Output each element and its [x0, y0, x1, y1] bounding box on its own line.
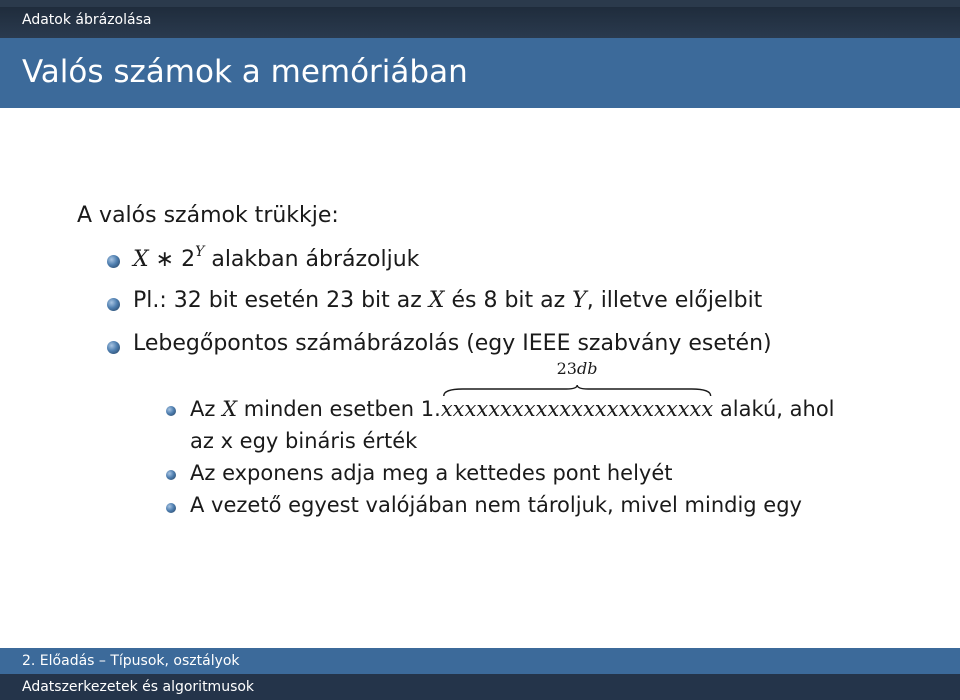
- overbrace-group: [440, 359, 714, 421]
- math-operator: ∗ 2: [148, 247, 196, 272]
- brace-label: [441, 359, 713, 378]
- footer-lecture-bar: [0, 648, 960, 674]
- bullet-item-3: Lebegőpontos számábrázolás (egy IEEE szabvány esetén): [133, 331, 772, 356]
- slide-content: [0, 108, 960, 648]
- math-x: X: [222, 397, 238, 421]
- bullet-2-pre: Pl.: 32 bit esetén 23 bit az: [133, 288, 429, 313]
- sub-1-post: alakú, ahol: [713, 397, 835, 421]
- math-y: Y: [572, 288, 587, 313]
- math-x: X: [133, 247, 149, 272]
- intro-text: A valós számok trükkje:: [77, 203, 339, 228]
- sub-bullet-icon: [166, 406, 176, 416]
- footer-course: Adatszerkezetek és algoritmusok: [22, 679, 255, 695]
- bullet-1-text: alakban ábrázoljuk: [204, 247, 420, 272]
- sub-item-2: Az exponens adja meg a kettedes pont helyét: [190, 461, 673, 485]
- frame-title: Valós számok a memóriában: [22, 54, 468, 90]
- bullet-icon: [107, 341, 120, 354]
- sub-item-3: A vezető egyest valójában nem tároljuk, mivel mindig egy: [190, 493, 802, 517]
- sub-bullet-icon: [166, 503, 176, 513]
- sub-1-pre: Az: [190, 397, 223, 421]
- footer-lecture: 2. Előadás – Típusok, osztályok: [22, 653, 240, 669]
- overbrace-icon: [441, 385, 713, 397]
- bullet-item-1: [133, 244, 419, 272]
- bullet-2-mid: és 8 bit az: [444, 288, 573, 313]
- sub-item-1-continuation: az x egy bináris érték: [190, 429, 418, 453]
- sub-1-mid: minden esetben 1.: [237, 397, 441, 421]
- frame-title-bar: [0, 38, 960, 108]
- bullet-2-post: , illetve előjelbit: [586, 288, 763, 313]
- bullet-icon: [107, 298, 120, 311]
- math-exponent: Y: [195, 244, 205, 260]
- sub-bullet-icon: [166, 470, 176, 480]
- header-bar: [0, 0, 960, 38]
- sub-item-1: [190, 359, 835, 421]
- bullet-icon: [107, 255, 120, 268]
- section-title: Adatok ábrázolása: [22, 12, 152, 28]
- footer-course-bar: [0, 674, 960, 700]
- math-x: X: [428, 288, 445, 313]
- mantissa-bits: xxxxxxxxxxxxxxxxxxxxxxx: [440, 397, 714, 421]
- brace-unit: db: [576, 359, 598, 378]
- bullet-item-2: [133, 288, 762, 313]
- brace-number: 23: [556, 359, 577, 378]
